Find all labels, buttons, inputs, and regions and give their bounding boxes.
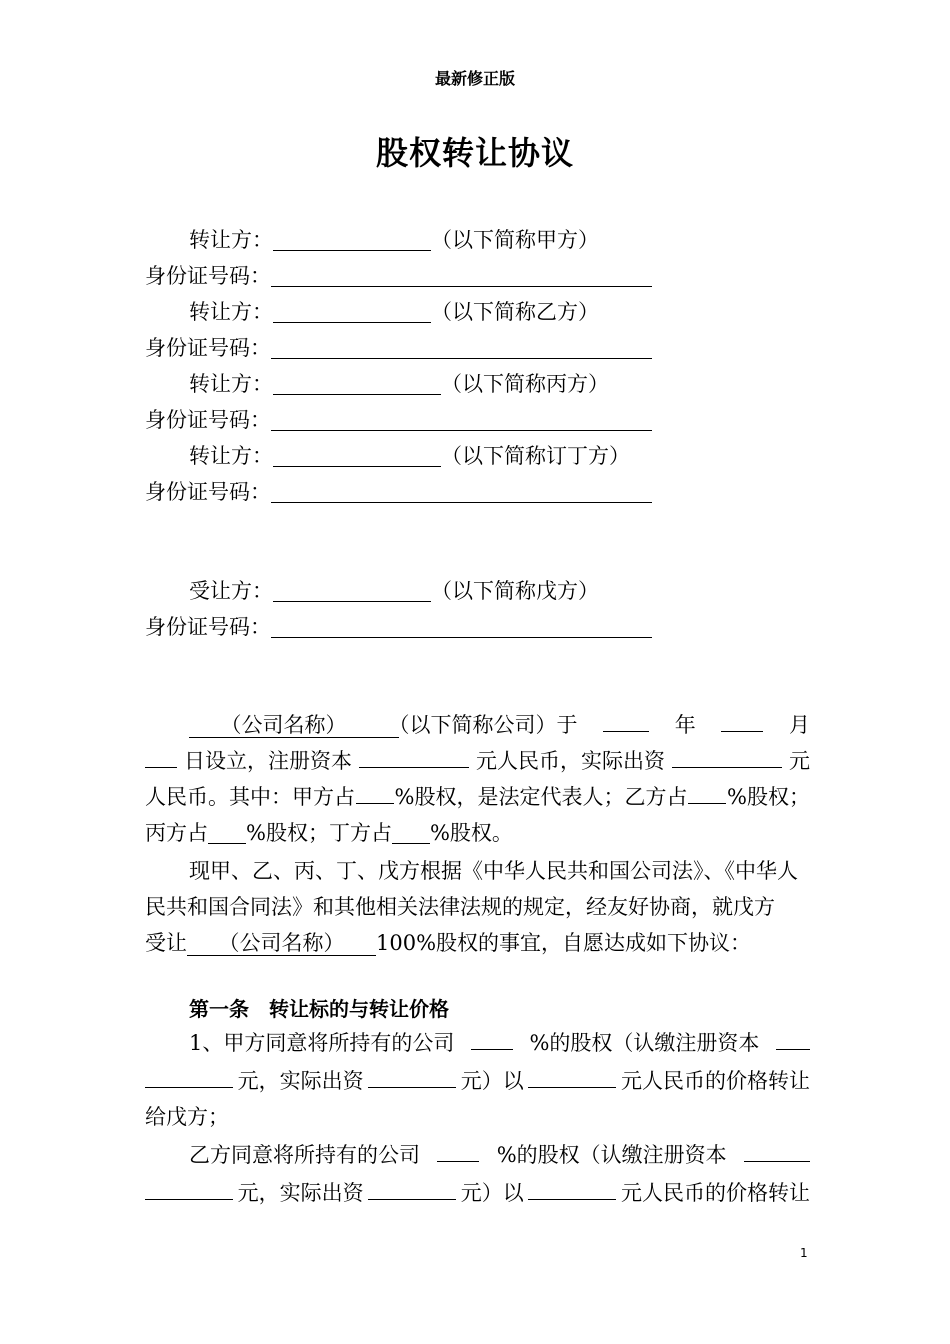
a-subscribed-capital-blank-cont[interactable] (145, 1063, 233, 1088)
party-c-share-blank[interactable] (208, 819, 246, 844)
party-a-name-blank[interactable] (273, 226, 431, 251)
party-e-name-blank[interactable] (273, 577, 431, 602)
article-1-p1-line-2: 元，实际出资 元）以 元人民币的价格转让 (145, 1063, 810, 1099)
a-price-blank[interactable] (528, 1063, 616, 1088)
intro-line-1: （公司名称） （以下简称公司）于 年 月 (145, 707, 810, 743)
basis-line-2: 民共和国合同法》和其他相关法律法规的规定，经友好协商，就戊方 (145, 895, 775, 919)
party-b-id-line: 身份证号码： (145, 330, 810, 366)
b-paid-capital-blank[interactable] (368, 1175, 456, 1200)
party-a-id-line: 身份证号码： (145, 258, 810, 294)
article-1-title: 第一条 转让标的与转让价格 (189, 997, 449, 1021)
month-blank[interactable] (721, 707, 763, 732)
party-b-line: 转让方： （以下简称乙方） (189, 300, 599, 324)
version-header: 最新修正版 (434, 69, 515, 88)
intro-line-4: 丙方占 %股权；丁方占 %股权。 (145, 821, 513, 845)
a-subscribed-capital-blank[interactable] (776, 1025, 810, 1050)
b-transfer-percent-blank[interactable] (437, 1137, 479, 1162)
party-c-name-blank[interactable] (273, 370, 441, 395)
article-1-p1-line-1: 1、甲方同意将所持有的公司 %的股权（认缴注册资本 (145, 1025, 810, 1061)
article-1-p1-line-3: 给戊方； (145, 1105, 229, 1129)
year-blank[interactable] (603, 707, 649, 732)
registered-capital-blank[interactable] (359, 743, 469, 768)
article-1-p2-line-2: 元，实际出资 元）以 元人民币的价格转让 (145, 1175, 810, 1211)
b-price-blank[interactable] (528, 1175, 616, 1200)
a-transfer-percent-blank[interactable] (471, 1025, 513, 1050)
basis-line-1: 现甲、乙、丙、丁、戊方根据《中华人民共和国公司法》、《中华人 (189, 859, 798, 883)
party-a-line: 转让方： （以下简称甲方） (189, 228, 599, 252)
party-e-line: 受让方： （以下简称戊方） (189, 579, 599, 603)
company-name-field[interactable]: （公司名称） (231, 713, 336, 737)
party-a-id-blank[interactable] (271, 262, 652, 287)
party-d-name-blank[interactable] (273, 442, 441, 467)
article-1-p2-line-1: 乙方同意将所持有的公司 %的股权（认缴注册资本 (145, 1137, 810, 1173)
party-e-id-blank[interactable] (271, 613, 652, 638)
party-c-line: 转让方： （以下简称丙方） (189, 372, 609, 396)
paid-capital-blank[interactable] (672, 743, 782, 768)
party-a-share-blank[interactable] (356, 779, 394, 804)
party-d-share-blank[interactable] (392, 819, 430, 844)
party-d-id-blank[interactable] (271, 478, 652, 503)
intro-line-3: 人民币。其中：甲方占 %股权，是法定代表人；乙方占 %股权； (145, 779, 810, 815)
party-c-id-line: 身份证号码： (145, 402, 810, 438)
page-number: 1 (800, 1246, 808, 1260)
day-blank[interactable] (145, 743, 177, 768)
document-title: 股权转让协议 (375, 134, 574, 172)
party-b-name-blank[interactable] (273, 298, 431, 323)
party-b-share-blank[interactable] (688, 779, 726, 804)
b-subscribed-capital-blank[interactable] (744, 1137, 810, 1162)
party-e-id-line: 身份证号码： (145, 609, 810, 645)
party-d-line: 转让方： （以下简称订丁方） (189, 444, 630, 468)
intro-line-2: 日设立，注册资本 元人民币，实际出资 元 (145, 743, 810, 779)
party-d-id-line: 身份证号码： (145, 474, 810, 510)
party-c-id-blank[interactable] (271, 406, 652, 431)
party-b-id-blank[interactable] (271, 334, 652, 359)
company-name-field-2[interactable]: （公司名称） (229, 931, 334, 955)
a-paid-capital-blank[interactable] (368, 1063, 456, 1088)
b-subscribed-capital-blank-cont[interactable] (145, 1175, 233, 1200)
basis-line-3: 受让 （公司名称） 100%股权的事宜，自愿达成如下协议： (145, 931, 752, 955)
